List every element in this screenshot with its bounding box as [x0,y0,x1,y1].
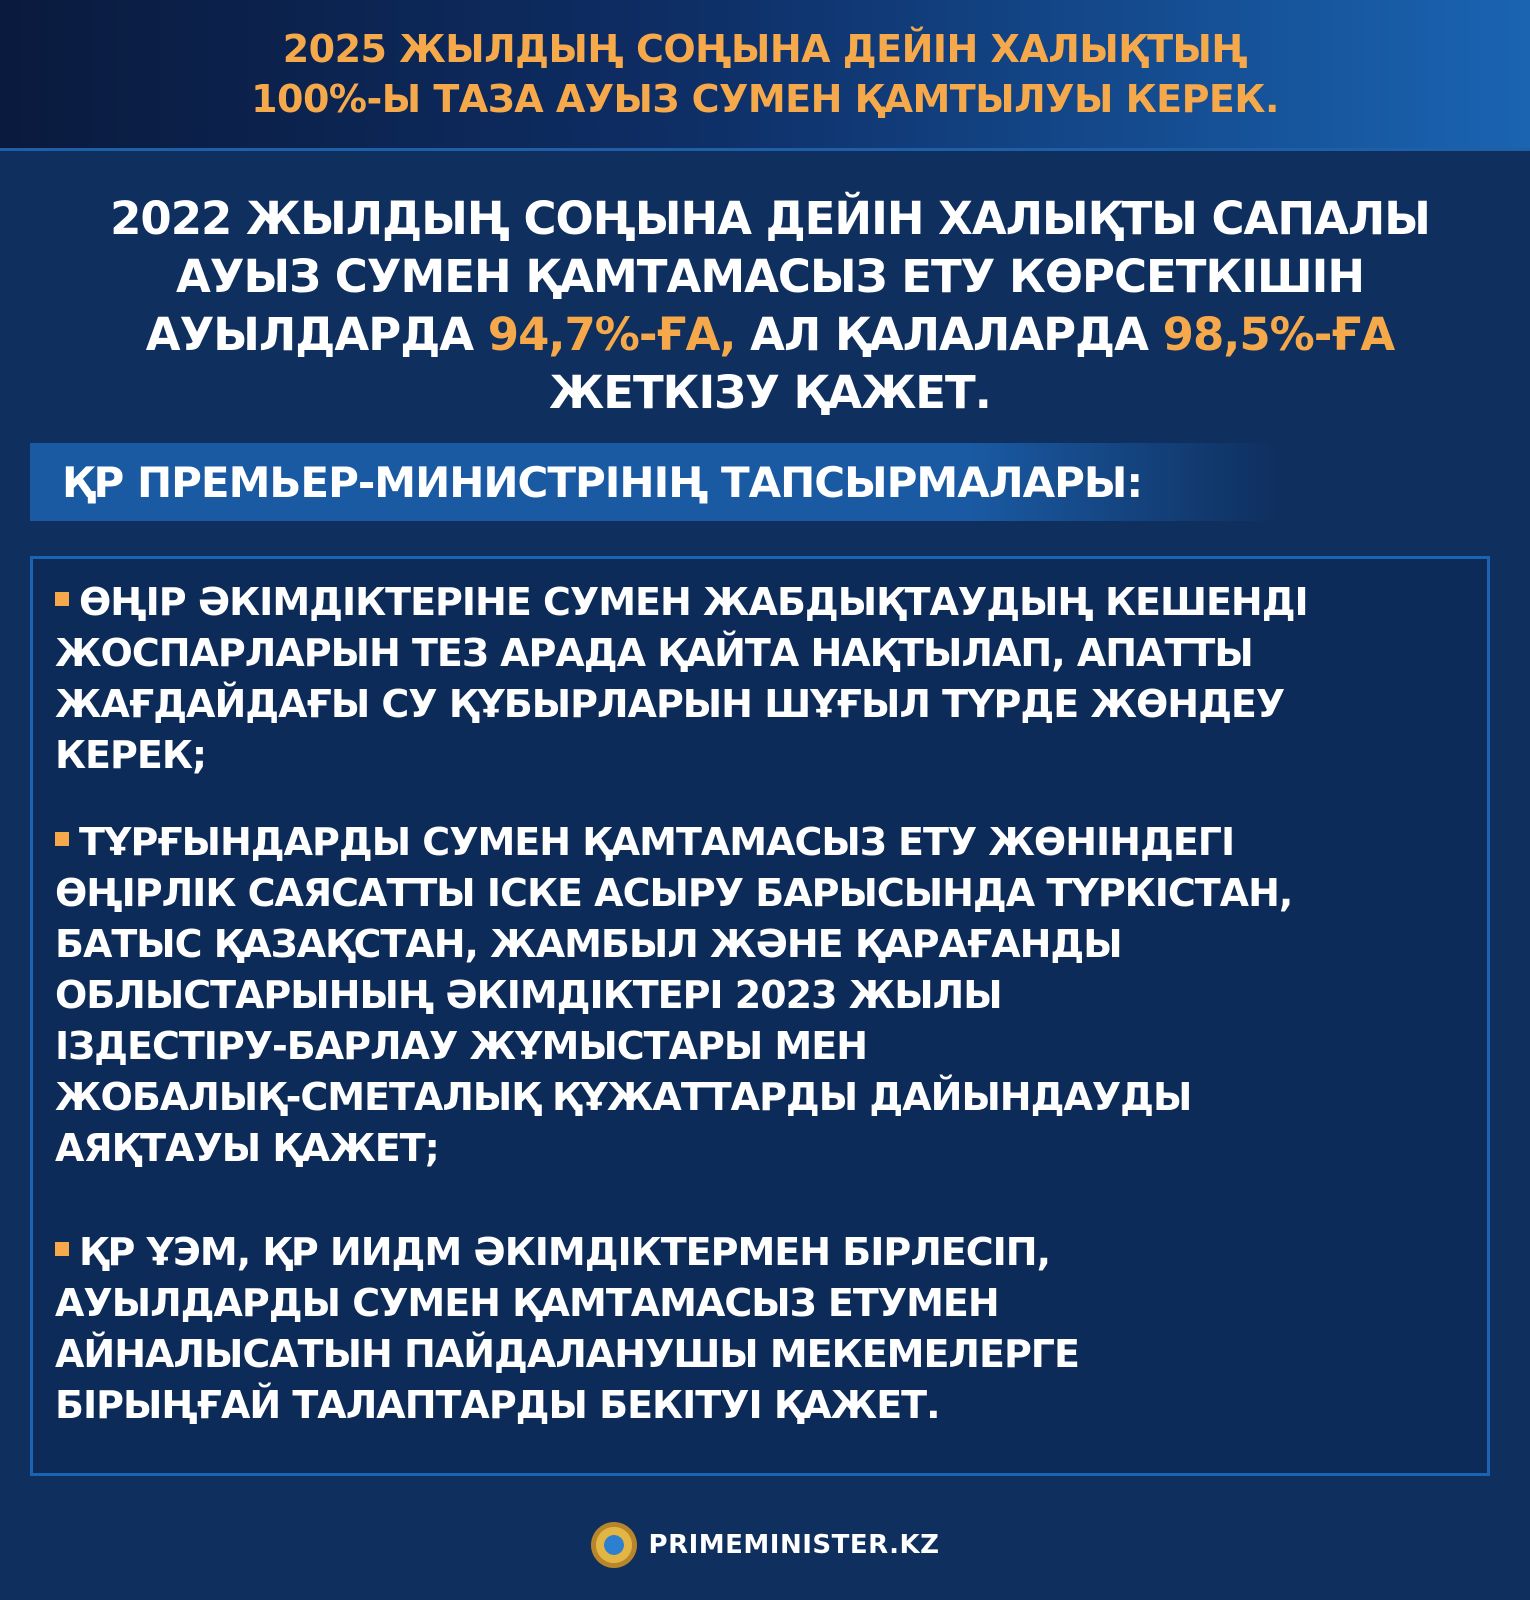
kazakhstan-emblem-icon [591,1522,637,1568]
task-2-line-7: АЯҚТАУЫ ҚАЖЕТ; [55,1126,439,1170]
banner-line-2: 100%-Ы ТАЗА АУЫЗ СУМЕН ҚАМТЫЛУЫ КЕРЕК. [251,77,1279,121]
task-2-line-1-text: ТҰРҒЫНДАРДЫ СУМЕН ҚАМТАМАСЫЗ ЕТУ ЖӨНІНДЕГІ [79,820,1235,864]
bullet-square-icon [55,832,69,846]
task-item-2 [55,817,1475,1174]
bullet-square-icon [55,592,69,606]
headline-line-4: ЖЕТКІЗУ ҚАЖЕТ. [549,366,991,419]
task-3-line-4: БІРЫҢҒАЙ ТАЛАПТАРДЫ БЕКІТУІ ҚАЖЕТ. [55,1383,940,1427]
task-1-line-2: ЖОСПАРЛАРЫН ТЕЗ АРАДА ҚАЙТА НАҚТЫЛАП, АПАТТЫ [55,631,1253,675]
task-2-line-6: ЖОБАЛЫҚ-СМЕТАЛЫҚ ҚҰЖАТТАРДЫ ДАЙЫНДАУДЫ [55,1075,1192,1119]
task-2-line-1 [55,817,1475,868]
task-3-line-1-text: ҚР ҰЭМ, ҚР ИИДМ ӘКІМДІКТЕРМЕН БІРЛЕСІП, [79,1230,1051,1274]
task-3-line-3: АЙНАЛЫСАТЫН ПАЙДАЛАНУШЫ МЕКЕМЕЛЕРГЕ [55,1332,1079,1376]
headline-text-urban-prefix: АЛ ҚАЛАЛАРДА [735,308,1163,361]
top-banner [0,0,1530,151]
task-1-line-1 [55,577,1475,628]
task-1-line-3: ЖАҒДАЙДАҒЫ СУ ҚҰБЫРЛАРЫН ШҰҒЫЛ ТҮРДЕ ЖӨНДЕУ [55,682,1285,726]
tasks-box [30,556,1490,1476]
task-2-line-5: ІЗДЕСТІРУ-БАРЛАУ ЖҰМЫСТАРЫ МЕН [55,1024,867,1068]
task-3-line-1 [55,1227,1475,1278]
task-item-1 [55,577,1475,781]
section-title-bar [30,443,1280,521]
task-2-line-3: БАТЫС ҚАЗАҚСТАН, ЖАМБЫЛ ЖӘНЕ ҚАРАҒАНДЫ [55,922,1122,966]
banner-line-1: 2025 ЖЫЛДЫҢ СОҢЫНА ДЕЙІН ХАЛЫҚТЫҢ [282,27,1248,71]
task-item-3 [55,1227,1475,1431]
bullet-square-icon [55,1242,69,1256]
footer-site-link[interactable]: PRIMEMINISTER.KZ [648,1530,940,1560]
task-1-line-4: КЕРЕК; [55,733,207,777]
urban-percentage: 98,5%-ҒА [1162,308,1395,361]
footer [0,1510,1530,1580]
rural-percentage: 94,7%-ҒА, [487,308,736,361]
headline-line-1: 2022 ЖЫЛДЫҢ СОҢЫНА ДЕЙІН ХАЛЫҚТЫ САПАЛЫ [110,192,1430,245]
task-2-line-4: ОБЛЫСТАРЫНЫҢ ӘКІМДІКТЕРІ 2023 ЖЫЛЫ [55,973,1002,1017]
headline-line-2: АУЫЗ СУМЕН ҚАМТАМАСЫЗ ЕТУ КӨРСЕТКІШІН [175,250,1365,303]
section-title: ҚР ПРЕМЬЕР-МИНИСТРІНІҢ ТАПСЫРМАЛАРЫ: [62,457,1143,507]
headline [40,190,1500,422]
headline-line-3 [40,306,1500,364]
task-3-line-2: АУЫЛДАРДЫ СУМЕН ҚАМТАМАСЫЗ ЕТУМЕН [55,1281,999,1325]
task-2-line-2: ӨҢІРЛІК САЯСАТТЫ ІСКЕ АСЫРУ БАРЫСЫНДА ТҮРКІСТАН, [55,871,1293,915]
task-1-line-1-text: ӨҢІР ӘКІМДІКТЕРІНЕ СУМЕН ЖАБДЫҚТАУДЫҢ КЕШЕНДІ [79,580,1308,624]
headline-text-rural-prefix: АУЫЛДАРДА [145,308,488,361]
